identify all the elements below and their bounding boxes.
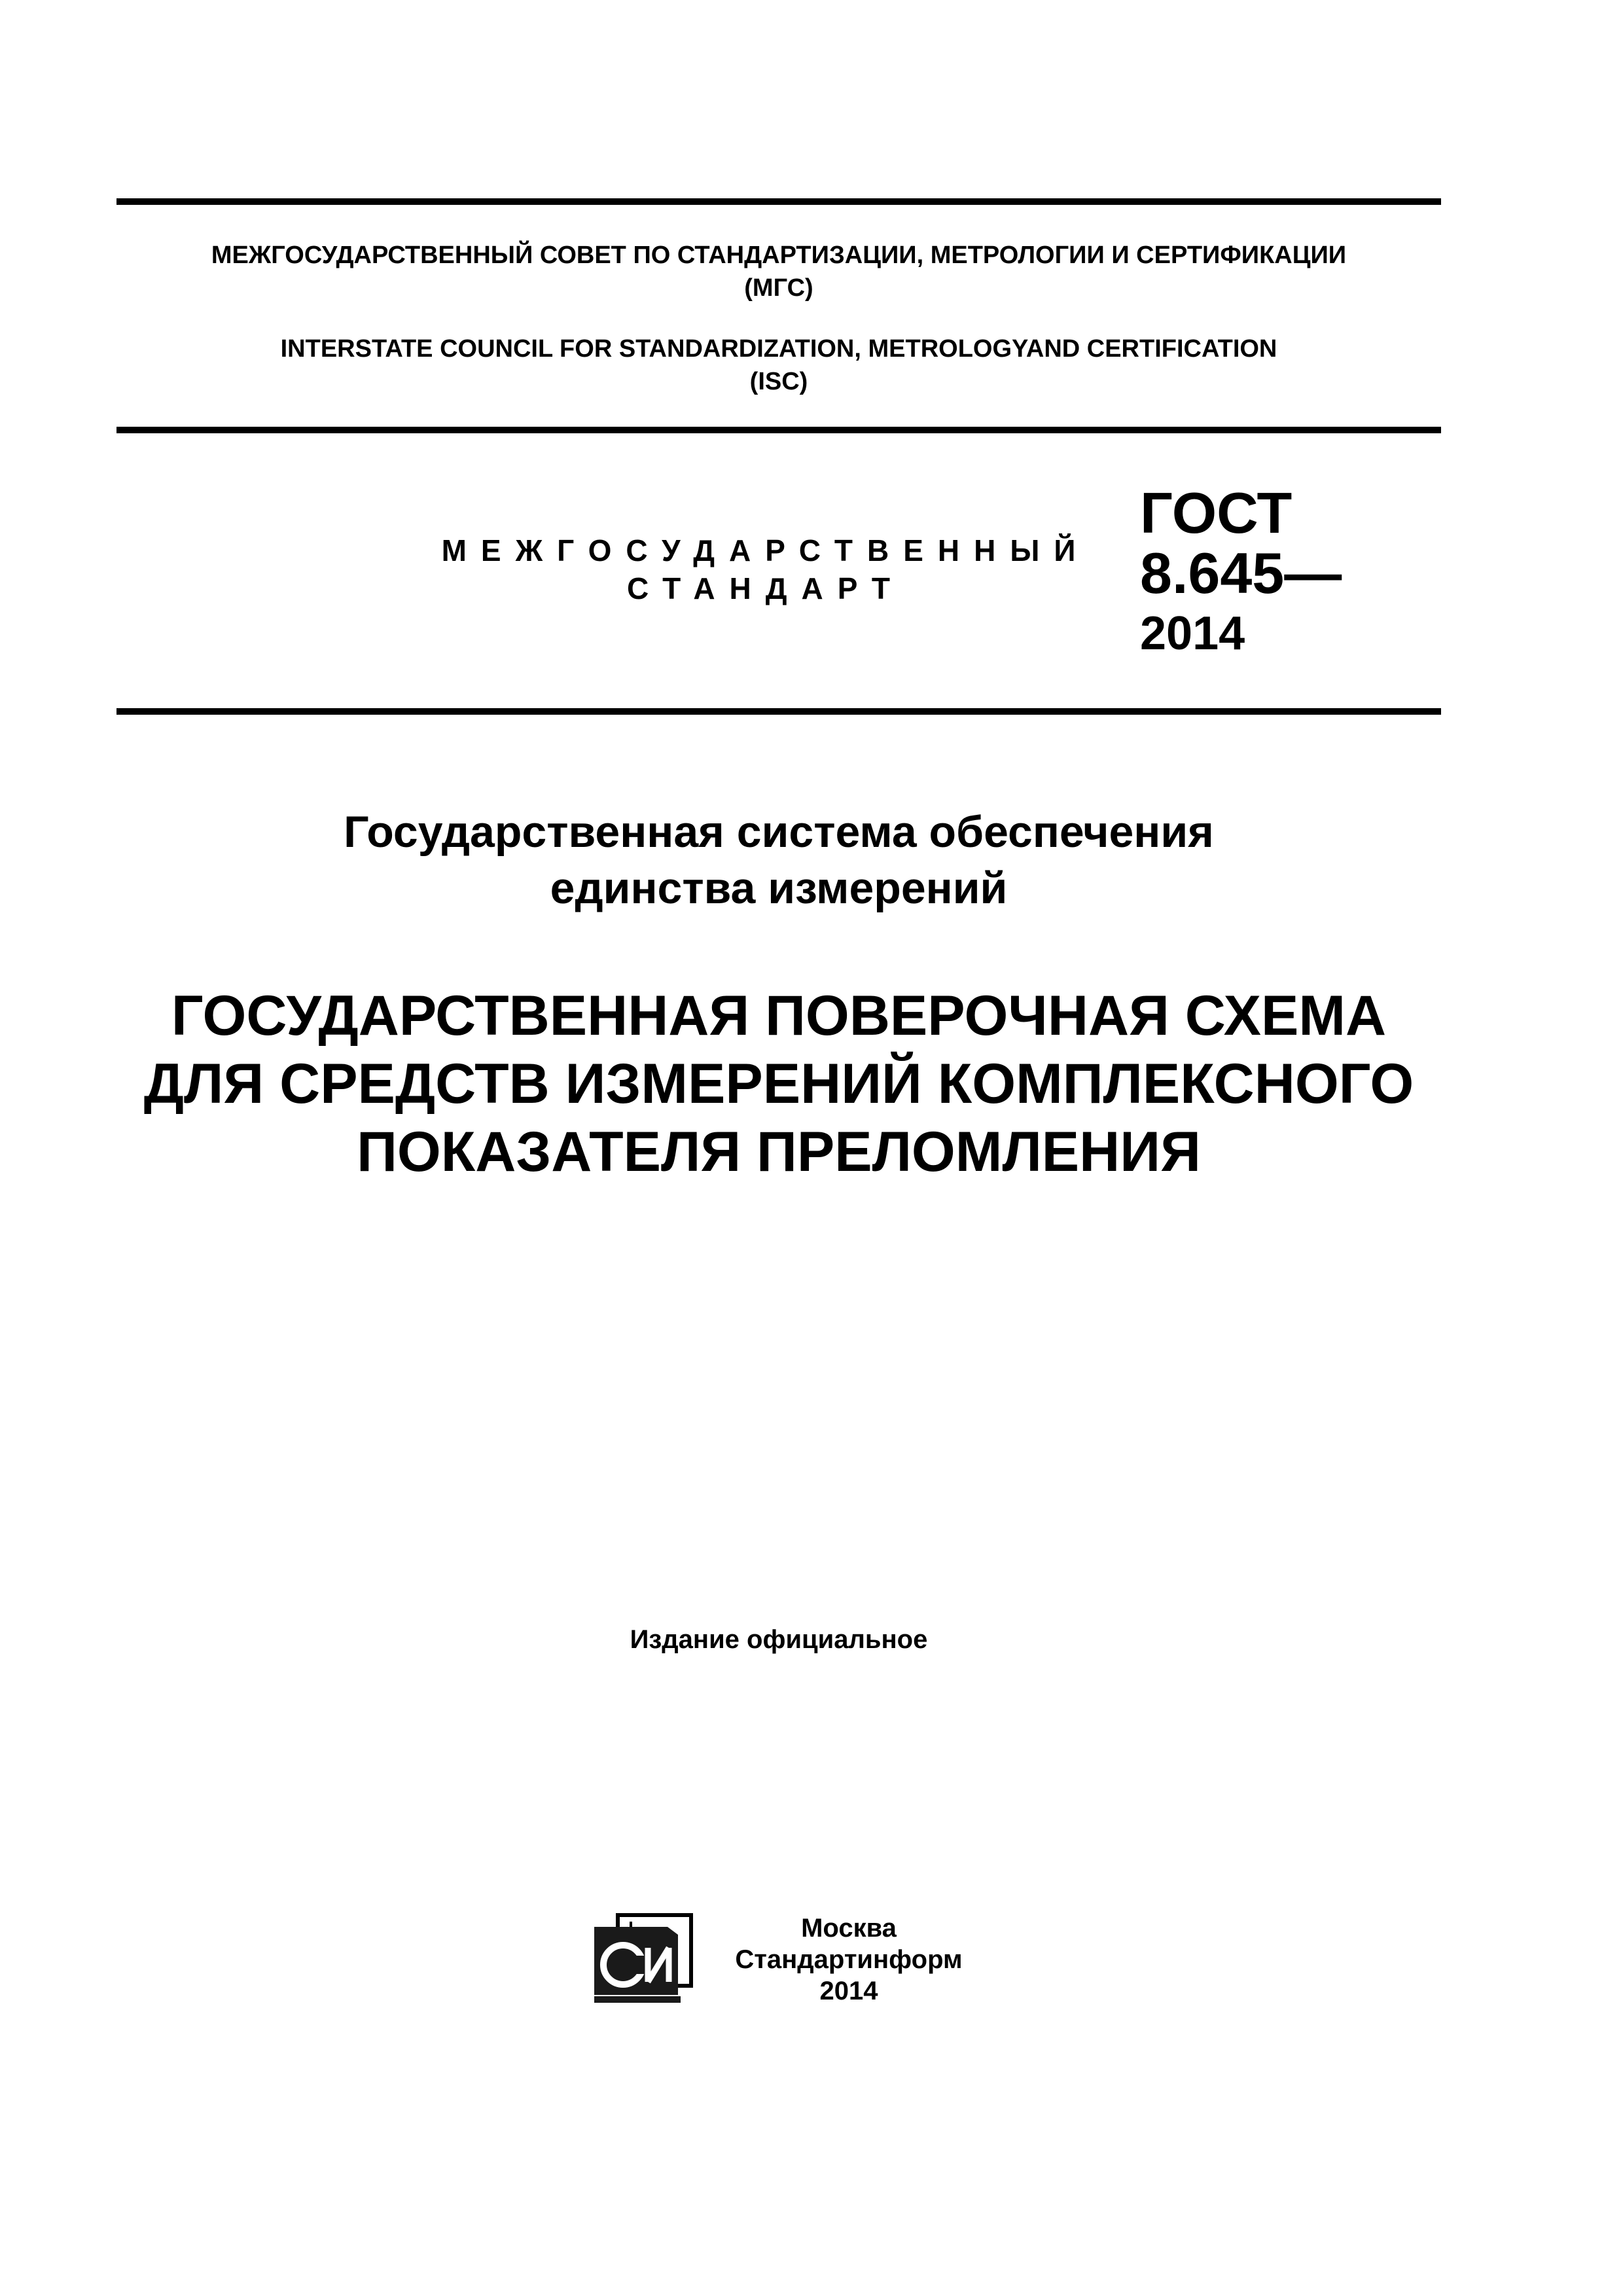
council-ru [116, 239, 1441, 304]
publisher-info [728, 1912, 970, 2007]
council-en-name: INTERSTATE COUNCIL FOR STANDARDIZATION, METROLOGYAND CERTIFICATION [280, 335, 1277, 363]
document-title [116, 982, 1441, 1186]
council-ru-abbr: (МГС) [744, 274, 813, 302]
edition-label: Издание официальное [630, 1625, 928, 1654]
top-divider [116, 198, 1441, 205]
bottom-divider [116, 708, 1441, 715]
publisher-year: 2014 [819, 1977, 878, 2005]
document-title-line2: ДЛЯ СРЕДСТВ ИЗМЕРЕНИЙ КОМПЛЕКСНОГО [143, 1052, 1414, 1115]
gost-designation [1140, 480, 1428, 664]
middle-divider [116, 427, 1441, 433]
gost-year: 2014 [1140, 607, 1245, 660]
series-title [116, 804, 1441, 916]
publisher-city: Москва [801, 1914, 897, 1943]
gost-label: ГОСТ [1140, 480, 1293, 545]
document-title-line3: ПОКАЗАТЕЛЯ ПРЕЛОМЛЕНИЯ [357, 1121, 1201, 1183]
publisher-name: Стандартинформ [735, 1945, 963, 1974]
standartinform-logo-icon [592, 1912, 696, 2005]
standard-type [419, 531, 1113, 607]
council-en [116, 332, 1441, 398]
series-title-line1: Государственная система обеспечения [344, 807, 1214, 857]
document-title-line1: ГОСУДАРСТВЕННАЯ ПОВЕРОЧНАЯ СХЕМА [171, 984, 1387, 1047]
standard-type-line1: МЕЖГОСУДАРСТВЕННЫЙ [441, 533, 1090, 567]
council-ru-name: МЕЖГОСУДАРСТВЕННЫЙ СОВЕТ ПО СТАНДАРТИЗАЦИИ, МЕТРОЛОГИИ И СЕРТИФИКАЦИИ [211, 242, 1347, 269]
council-en-abbr: (ISC) [749, 368, 808, 395]
gost-number: 8.645— [1140, 541, 1342, 605]
series-title-line2: единства измерений [550, 863, 1008, 913]
standard-type-line2: СТАНДАРТ [627, 571, 904, 605]
